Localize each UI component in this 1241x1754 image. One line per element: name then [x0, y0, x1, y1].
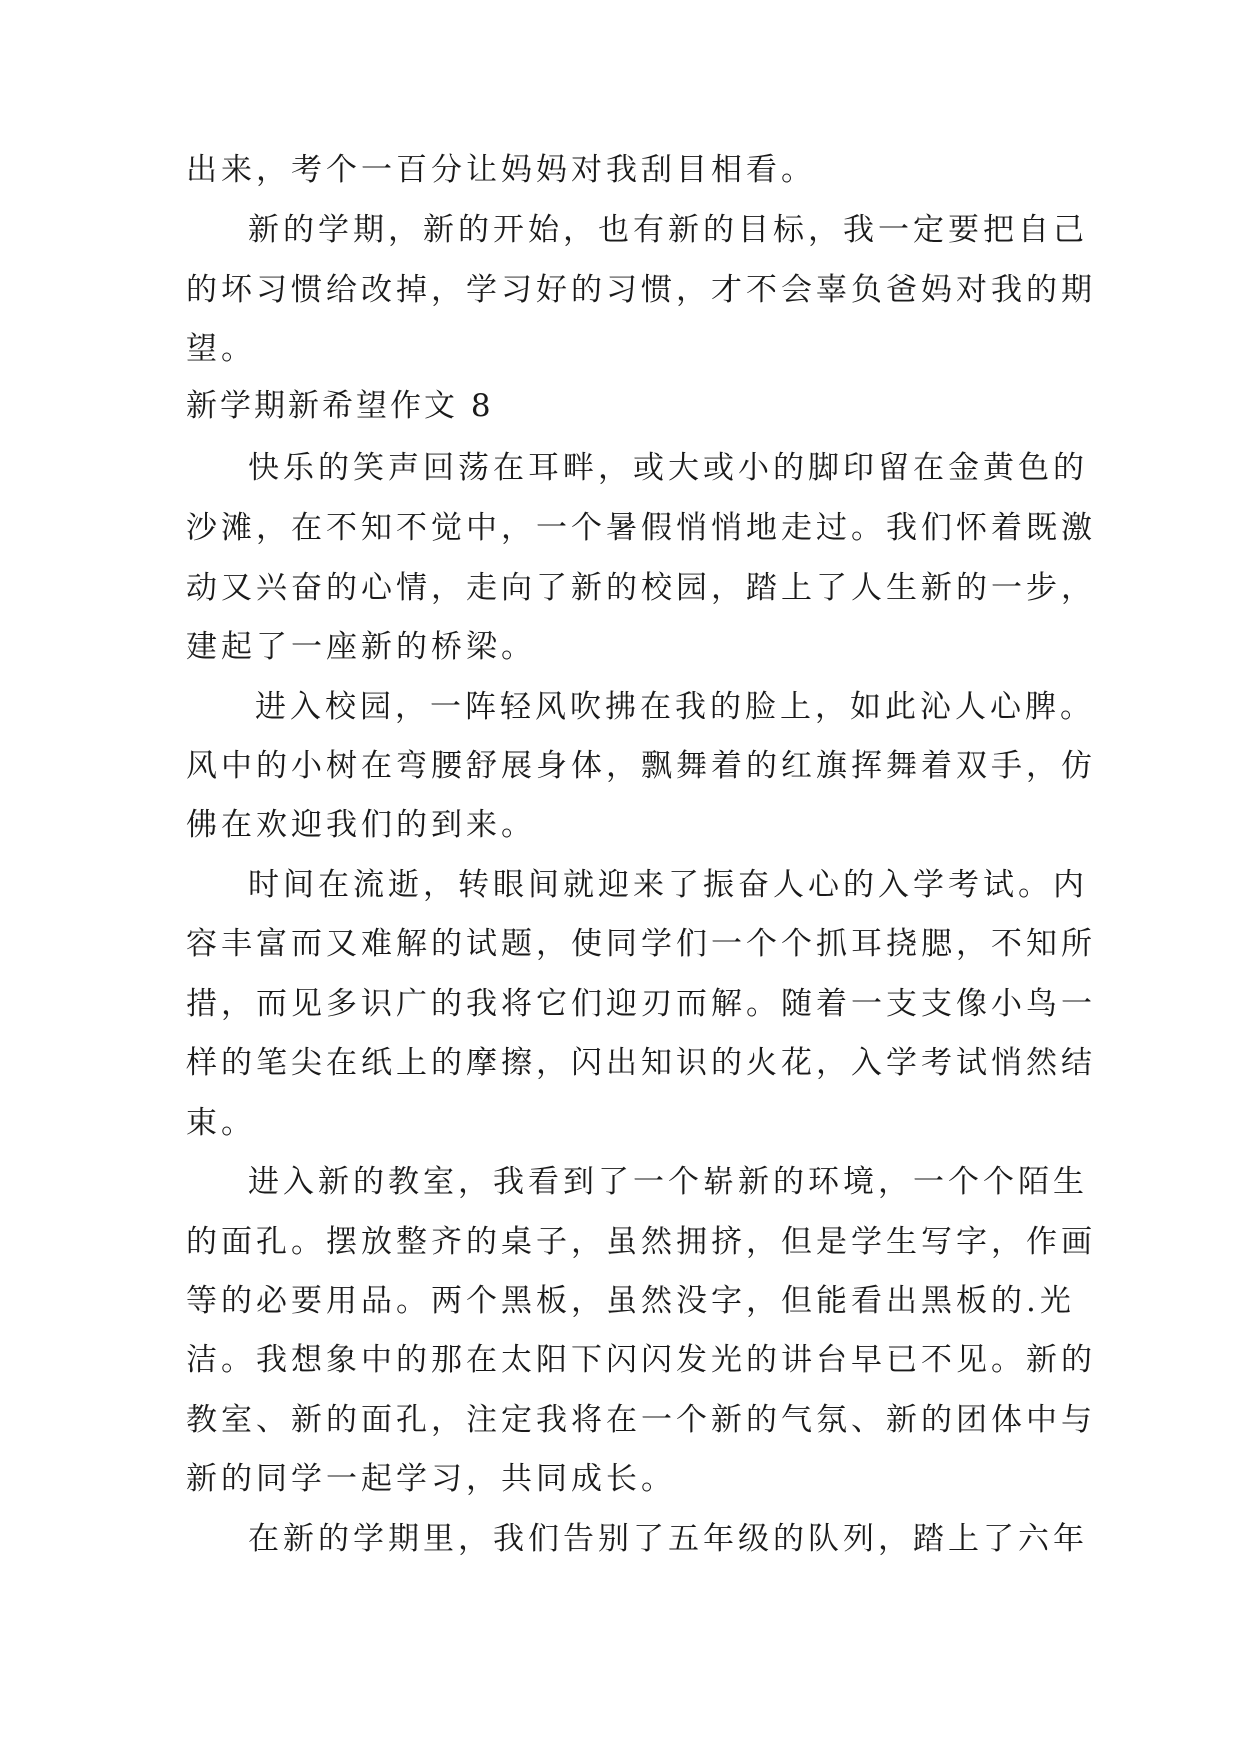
- text-line: 动又兴奋的心情，走向了新的校园，踏上了人生新的一步，: [186, 570, 1096, 606]
- text-line: 新的同学一起学习，共同成长。: [186, 1461, 676, 1497]
- text-line: 洁。我想象中的那在太阳下闪闪发光的讲台早已不见。新的: [186, 1342, 1096, 1378]
- paragraph-first-line: 快乐的笑声回荡在耳畔，或大或小的脚印留在金黄色的: [248, 450, 1088, 486]
- text-line: 等的必要用品。两个黑板，虽然没字，但能看出黑板的.光: [186, 1283, 1075, 1319]
- paragraph-first-line: 新的学期，新的开始，也有新的目标，我一定要把自己: [248, 212, 1088, 248]
- text-line: 望。: [186, 331, 256, 367]
- paragraph-first-line: 进入新的教室，我看到了一个崭新的环境，一个个陌生: [248, 1164, 1088, 1200]
- text-line: 建起了一座新的桥梁。: [186, 629, 536, 665]
- text-line: 的面孔。摆放整齐的桌子，虽然拥挤，但是学生写字，作画: [186, 1224, 1096, 1260]
- text-line: 的坏习惯给改掉，学习好的习惯，才不会辜负爸妈对我的期: [186, 272, 1096, 308]
- text-line: 教室、新的面孔，注定我将在一个新的气氛、新的团体中与: [186, 1402, 1096, 1438]
- paragraph-first-line: 在新的学期里，我们告别了五年级的队列，踏上了六年: [248, 1521, 1088, 1557]
- text-line: 佛在欢迎我们的到来。: [186, 807, 536, 843]
- paragraph-first-line: 进入校园，一阵轻风吹拂在我的脸上，如此沁人心脾。: [255, 689, 1095, 725]
- text-line: 措，而见多识广的我将它们迎刃而解。随着一支支像小鸟一: [186, 986, 1096, 1022]
- section-heading: 新学期新希望作文 8: [186, 388, 494, 424]
- text-line: 容丰富而又难解的试题，使同学们一个个抓耳挠腮，不知所: [186, 926, 1096, 962]
- text-line: 样的笔尖在纸上的摩擦，闪出知识的火花，入学考试悄然结: [186, 1045, 1096, 1081]
- text-line: 沙滩，在不知不觉中，一个暑假悄悄地走过。我们怀着既激: [186, 510, 1096, 546]
- text-line: 束。: [186, 1105, 256, 1141]
- text-line: 出来，考个一百分让妈妈对我刮目相看。: [186, 152, 816, 188]
- paragraph-first-line: 时间在流逝，转眼间就迎来了振奋人心的入学考试。内: [248, 867, 1088, 903]
- text-line: 风中的小树在弯腰舒展身体，飘舞着的红旗挥舞着双手，仿: [186, 748, 1096, 784]
